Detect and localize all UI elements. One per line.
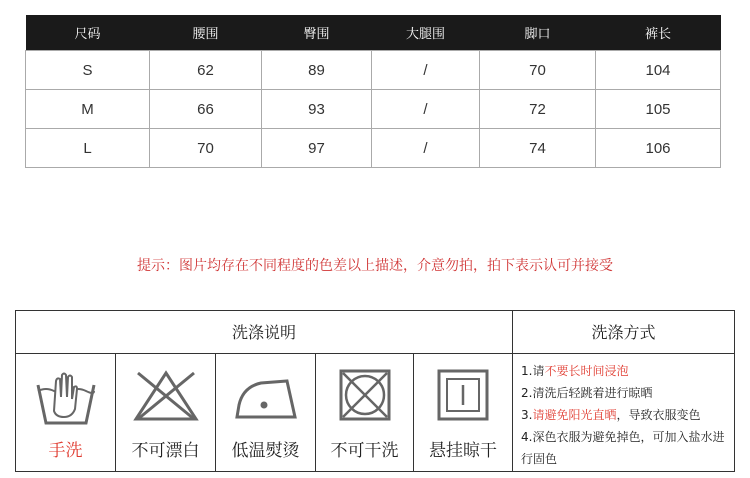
- cell-thigh: /: [372, 51, 480, 90]
- cell-length: 104: [596, 51, 721, 90]
- cell-hip: 97: [262, 129, 372, 168]
- care-symbol-hang-dry: [414, 354, 512, 471]
- cell-hip: 93: [262, 90, 372, 129]
- care-instructions: [15, 310, 735, 472]
- care-rules-list: [512, 354, 734, 471]
- header-size: 尺码: [26, 15, 150, 51]
- label-no-dry-clean: 不可干洗: [330, 441, 399, 461]
- header-hem: 脚口: [480, 15, 596, 51]
- cell-hip: 89: [262, 51, 372, 90]
- care-symbol-no-bleach: [116, 354, 216, 471]
- care-symbol-hand-wash: [16, 354, 116, 471]
- cell-length: 106: [596, 129, 721, 168]
- table-row: [26, 51, 721, 90]
- care-rule-3: 3.请避免阳光直晒，导致衣服变色: [521, 408, 701, 422]
- care-rule-2: 2.清洗后轻跳着进行晾晒: [521, 386, 653, 400]
- label-hang-dry: 悬挂晾干: [429, 441, 497, 461]
- cell-size: M: [26, 90, 150, 129]
- hang-dry-icon: [435, 367, 491, 423]
- cell-size: S: [26, 51, 150, 90]
- care-methods-title: 洗涤方式: [512, 311, 734, 354]
- care-rule-1: 1.请不要长时间浸泡: [521, 364, 629, 378]
- hand-wash-icon: [34, 367, 98, 429]
- header-thigh: 大腿围: [372, 15, 480, 51]
- low-iron-icon: [231, 367, 301, 423]
- label-hand-wash: 手洗: [48, 441, 83, 461]
- cell-thigh: /: [372, 129, 480, 168]
- care-symbols-title: 洗涤说明: [16, 311, 512, 354]
- label-low-iron: 低温熨烫: [231, 441, 300, 461]
- cell-thigh: /: [372, 90, 480, 129]
- no-dry-clean-icon: [337, 367, 393, 423]
- no-bleach-icon: [130, 367, 202, 423]
- table-row: [26, 129, 721, 168]
- header-hip: 臀围: [262, 15, 372, 51]
- care-symbol-low-iron: [216, 354, 316, 471]
- cell-length: 105: [596, 90, 721, 129]
- size-table: [25, 15, 721, 168]
- care-rule-4: 4.深色衣服为避免掉色，可加入盐水进行固色: [521, 430, 725, 466]
- header-waist: 腰围: [150, 15, 262, 51]
- size-table-header: [26, 15, 721, 51]
- cell-hem: 72: [480, 90, 596, 129]
- cell-waist: 62: [150, 51, 262, 90]
- cell-waist: 66: [150, 90, 262, 129]
- table-row: [26, 90, 721, 129]
- cell-hem: 74: [480, 129, 596, 168]
- label-no-bleach: 不可漂白: [131, 441, 200, 461]
- cell-size: L: [26, 129, 150, 168]
- cell-hem: 70: [480, 51, 596, 90]
- header-length: 裤长: [596, 15, 721, 51]
- color-difference-notice: 提示：图片均存在不同程度的色差以上描述，介意勿拍，拍下表示认可并接受: [137, 258, 613, 274]
- cell-waist: 70: [150, 129, 262, 168]
- care-symbol-no-dry-clean: [316, 354, 414, 471]
